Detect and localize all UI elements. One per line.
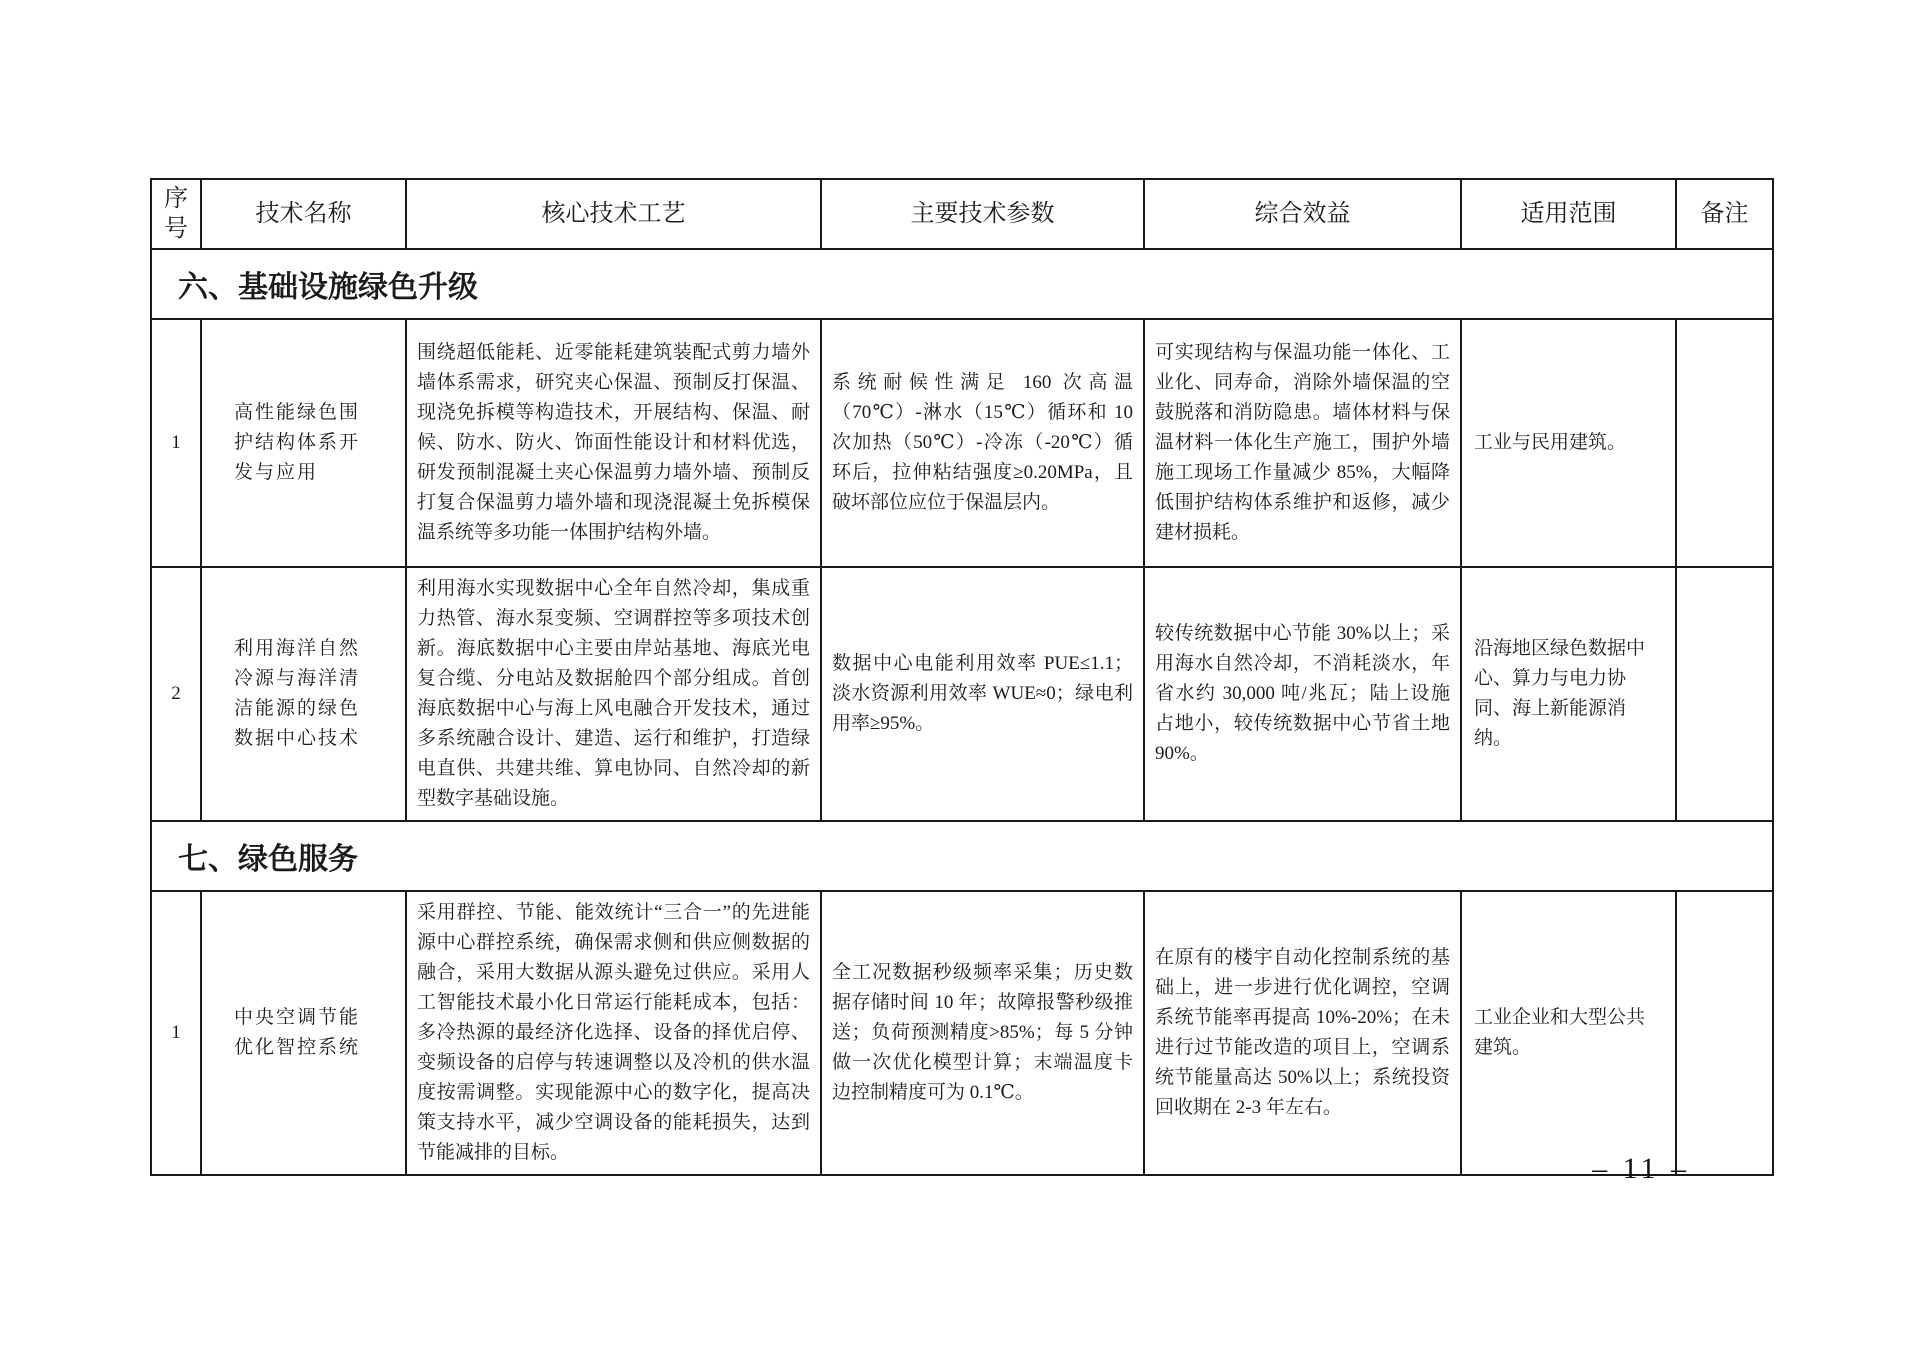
table-row — [151, 891, 1773, 1175]
table-row — [151, 567, 1773, 821]
section-row-green-service — [151, 821, 1773, 891]
remark-cell — [1676, 319, 1773, 567]
no-cell: 2 — [151, 567, 201, 821]
col-header-scope: 适用范围 — [1461, 179, 1676, 249]
section-title: 六、基础设施绿色升级 — [151, 249, 1773, 319]
col-header-process: 核心技术工艺 — [406, 179, 821, 249]
params-cell: 系统耐候性满足 160 次高温（70℃）-淋水（15℃）循环和 10 次加热（50℃）-冷冻（-20℃）循环后，拉伸粘结强度≥0.20MPa，且破坏部位应位于保温层内。 — [821, 319, 1144, 567]
section-title: 七、绿色服务 — [151, 821, 1773, 891]
table-row — [151, 319, 1773, 567]
name-cell: 中央空调节能优化智控系统 — [201, 891, 406, 1175]
section-row-infrastructure — [151, 249, 1773, 319]
no-cell: 1 — [151, 319, 201, 567]
table-header-row — [151, 179, 1773, 249]
benefits-cell: 较传统数据中心节能 30%以上；采用海水自然冷却，不消耗淡水，年省水约 30,000 吨/兆瓦；陆上设施占地小，较传统数据中心节省土地 90%。 — [1144, 567, 1461, 821]
scope-cell: 工业与民用建筑。 — [1461, 319, 1676, 567]
benefits-cell: 可实现结构与保温功能一体化、工业化、同寿命，消除外墙保温的空鼓脱落和消防隐患。墙体材料与保温材料一体化生产施工，围护外墙施工现场工作量减少 85%，大幅降低围护结构体系维护和返修，减少建材损耗。 — [1144, 319, 1461, 567]
col-header-no: 序号 — [151, 179, 201, 249]
no-cell: 1 — [151, 891, 201, 1175]
scope-cell: 工业企业和大型公共建筑。 — [1461, 891, 1676, 1175]
process-cell: 围绕超低能耗、近零能耗建筑装配式剪力墙外墙体系需求，研究夹心保温、预制反打保温、现浇免拆模等构造技术，开展结构、保温、耐候、防水、防火、饰面性能设计和材料优选，研发预制混凝土夹心保温剪力墙外墙、预制反打复合保温剪力墙外墙和现浇混凝土免拆模保温系统等多功能一体围护结构外墙。 — [406, 319, 821, 567]
benefits-cell: 在原有的楼宇自动化控制系统的基础上，进一步进行优化调控，空调系统节能率再提高 10%-20%；在未进行过节能改造的项目上，空调系统节能量高达 50%以上；系统投资回收期在 2-3 年左右。 — [1144, 891, 1461, 1175]
params-cell: 数据中心电能利用效率 PUE≤1.1；淡水资源利用效率 WUE≈0；绿电利用率≥95%。 — [821, 567, 1144, 821]
remark-cell — [1676, 891, 1773, 1175]
name-cell: 高性能绿色围护结构体系开发与应用 — [201, 319, 406, 567]
remark-cell — [1676, 567, 1773, 821]
params-cell: 全工况数据秒级频率采集；历史数据存储时间 10 年；故障报警秒级推送；负荷预测精度>85%；每 5 分钟做一次优化模型计算；末端温度卡边控制精度可为 0.1℃。 — [821, 891, 1144, 1175]
process-cell: 利用海水实现数据中心全年自然冷却，集成重力热管、海水泵变频、空调群控等多项技术创新。海底数据中心主要由岸站基地、海底光电复合缆、分电站及数据舱四个部分组成。首创海底数据中心与海上风电融合开发技术，通过多系统融合设计、建造、运行和维护，打造绿电直供、共建共维、算电协同、自然冷却的新型数字基础设施。 — [406, 567, 821, 821]
process-cell: 采用群控、节能、能效统计“三合一”的先进能源中心群控系统，确保需求侧和供应侧数据的融合，采用大数据从源头避免过供应。采用人工智能技术最小化日常运行能耗成本，包括：多冷热源的最经济化选择、设备的择优启停、变频设备的启停与转速调整以及冷机的供水温度按需调整。实现能源中心的数字化，提高决策支持水平，减少空调设备的能耗损失，达到节能减排的目标。 — [406, 891, 821, 1175]
col-header-name: 技术名称 — [201, 179, 406, 249]
technology-table — [150, 178, 1774, 1176]
page-number: – 11 – — [1592, 1152, 1690, 1185]
col-header-remark: 备注 — [1676, 179, 1773, 249]
name-cell: 利用海洋自然冷源与海洋清洁能源的绿色数据中心技术 — [201, 567, 406, 821]
col-header-params: 主要技术参数 — [821, 179, 1144, 249]
scope-cell: 沿海地区绿色数据中心、算力与电力协同、海上新能源消纳。 — [1461, 567, 1676, 821]
col-header-benefits: 综合效益 — [1144, 179, 1461, 249]
